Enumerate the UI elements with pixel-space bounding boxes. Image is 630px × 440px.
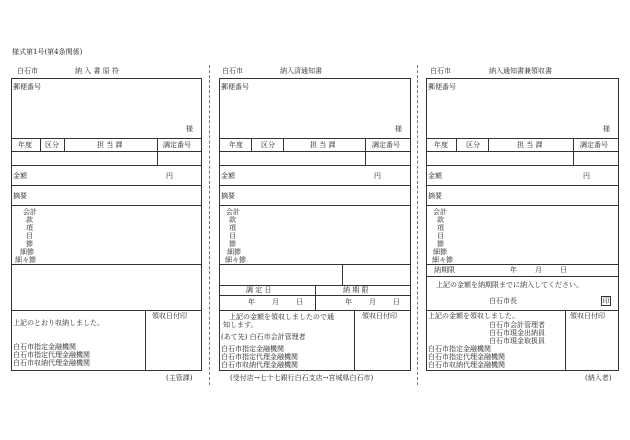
- sheet3-seal: 印: [602, 297, 610, 305]
- sheet2-noki-date: 年 月 日: [345, 298, 400, 306]
- sheet1-en: 円: [166, 172, 173, 180]
- sheet1-received: 上記のとおり収納しました。: [13, 319, 104, 327]
- sheet3-ryoshu: 領収日付印: [570, 312, 605, 320]
- sheet1-sama: 様: [186, 125, 193, 133]
- sheet1-kubun: 区分: [45, 141, 59, 149]
- sheet2-title: 納入済通知書: [280, 67, 322, 75]
- sheet3-received: 上記の金額を領収しました。: [428, 312, 519, 320]
- sheet2-addressee: (あて先) 白石市会計管理者: [221, 333, 306, 341]
- sheet2-tekiyo: 摘要: [221, 192, 235, 200]
- sheet3-nendo: 年度: [434, 141, 448, 149]
- sheet1-nendo: 年度: [18, 141, 32, 149]
- sheet2-postal-label: 郵便番号: [221, 83, 249, 91]
- sheet3-title: 納入通知書兼領収書: [489, 67, 552, 75]
- sheet3-kubun: 区分: [466, 141, 480, 149]
- sheet3-request: 上記の金額を納期限までに納入してください。: [436, 281, 583, 289]
- sheet3-sama: 様: [603, 125, 610, 133]
- cut-line-1: [209, 65, 210, 385]
- sheet2-accounts: 会計 款 項 目 節 細節 細々節: [225, 208, 246, 264]
- sheet1-chotei: 調定番号: [163, 141, 191, 149]
- sheet1-tekiyo: 摘要: [13, 192, 27, 200]
- sheet2-chotei-date: 年 月 日: [248, 298, 303, 306]
- sheet1-frame: [11, 78, 202, 371]
- sheet2-noki-gen: 納 期 限: [343, 286, 369, 294]
- cut-line-2: [417, 65, 418, 385]
- sheet2-nendo: 年度: [229, 141, 243, 149]
- sheet1-accounts: 会計 款 項 目 節 細節 細々節: [15, 208, 37, 264]
- sheet3-postal-label: 郵便番号: [428, 83, 456, 91]
- sheet3-city: 白石市: [430, 67, 451, 75]
- sheet2-chotei-bi: 調 定 日: [246, 286, 272, 294]
- sheet1-ryoshu: 領収日付印: [152, 312, 187, 320]
- sheet1-title: 納 入 書 原 符: [75, 67, 119, 75]
- sheet3-footer: (納入者): [585, 374, 612, 382]
- sheet2-en: 円: [374, 172, 381, 180]
- form-id: 様式第1号(第4条関係): [12, 48, 83, 56]
- sheet3-chotei: 調定番号: [580, 141, 608, 149]
- sheet2-banks: 白石市指定金融機関 白石市指定代理金融機関 白石市収納代理金融機関: [221, 345, 298, 369]
- sheet3-tanto: 担 当 課: [517, 141, 543, 149]
- sheet1-kingaku: 金額: [13, 172, 27, 180]
- sheet2-ryoshu: 領収日付印: [362, 312, 397, 320]
- sheet3-accounts: 会計 款 項 目 節 細節 細々節: [432, 208, 453, 264]
- sheet3-noki-gen: 納期限: [434, 266, 455, 274]
- sheet1-postal-label: 郵便番号: [13, 83, 41, 91]
- sheet1-tanto: 担 当 課: [97, 141, 123, 149]
- sheet3-kingaku: 金額: [428, 172, 442, 180]
- sheet3-officers: 白石市会計管理者 白石市現金出納員 白石市現金取扱員: [489, 321, 545, 345]
- sheet3-tekiyo: 摘要: [428, 192, 442, 200]
- sheet2-tanto: 担 当 課: [310, 141, 336, 149]
- sheet3-noki-date: 年 月 日: [510, 266, 567, 274]
- sheet1-footer: (主管課): [166, 374, 193, 382]
- sheet2-notice: 上記の金額を領収しましたので通 知します。: [223, 313, 334, 329]
- sheet2-city: 白石市: [222, 67, 243, 75]
- sheet2-kingaku: 金額: [221, 172, 235, 180]
- sheet1-banks: 白石市指定金融機関 白石市指定代理金融機関 白石市収納代理金融機関: [13, 343, 90, 367]
- sheet2-kubun: 区分: [261, 141, 275, 149]
- sheet3-en: 円: [583, 172, 590, 180]
- sheet3-mayor: 白石市長: [489, 297, 517, 305]
- sheet1-city: 白石市: [17, 67, 38, 75]
- sheet2-sama: 様: [395, 125, 402, 133]
- sheet2-chotei: 調定番号: [372, 141, 400, 149]
- sheet3-banks: 白石市指定金融機関 白石市指定代理金融機関 白石市収納代理金融機関: [428, 345, 505, 369]
- sheet2-footer: (受付店→七十七銀行白石支店→宮城県白石市): [230, 374, 374, 382]
